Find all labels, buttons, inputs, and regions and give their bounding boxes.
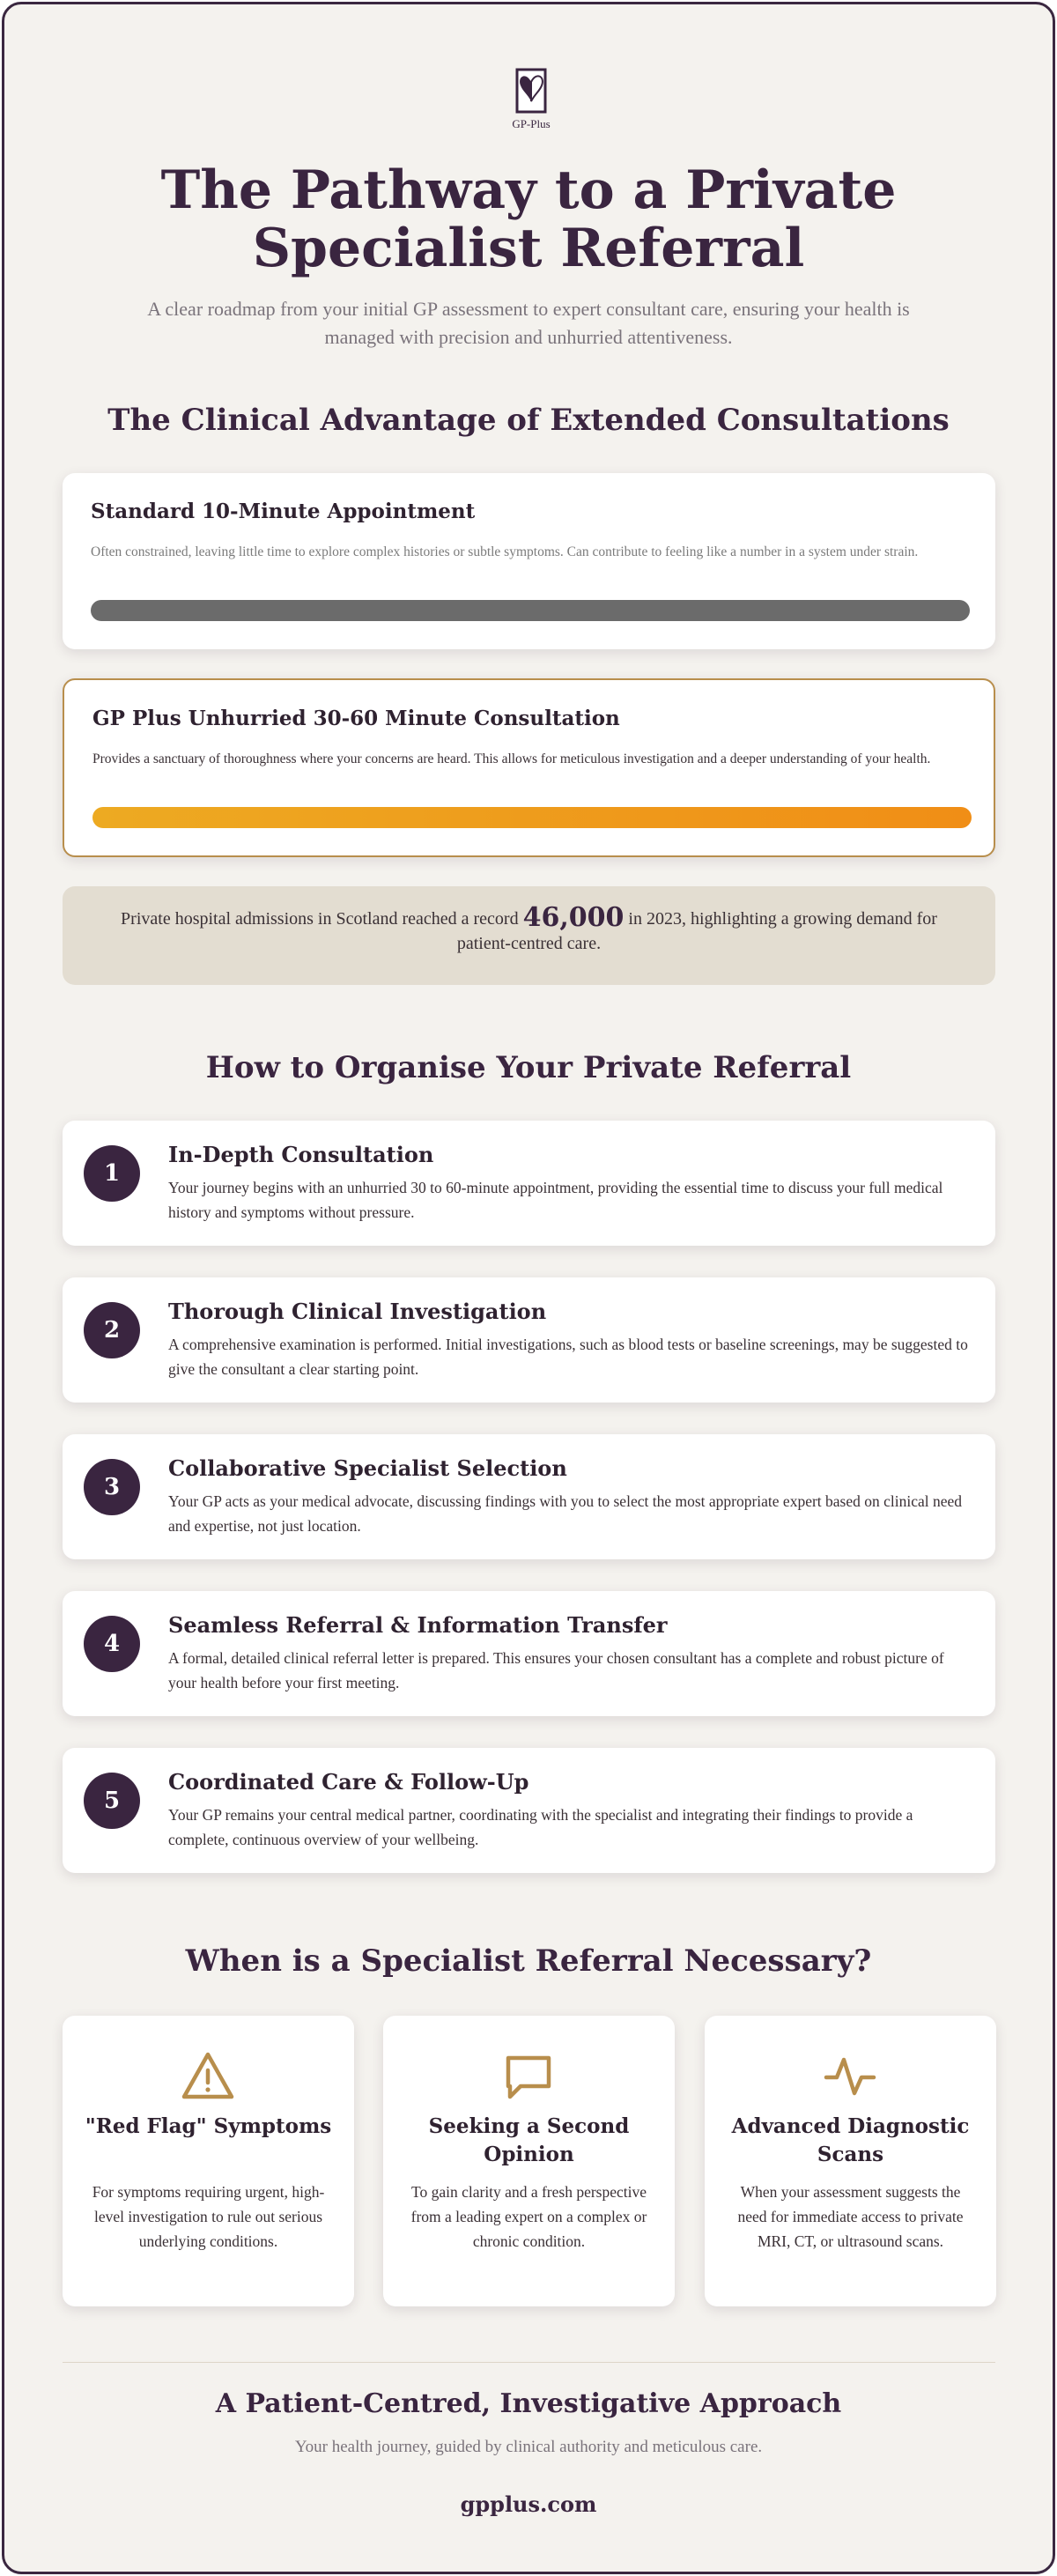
step-card-5	[63, 1748, 995, 1873]
step-card-4	[63, 1591, 995, 1716]
stat-text-before: Private hospital admissions in Scotland reached a record	[121, 909, 519, 929]
second-opinion-card	[383, 2016, 675, 2306]
step-title: In-Depth Consultation	[168, 1142, 434, 1167]
step-card-3	[63, 1434, 995, 1559]
stat-number: 46,000	[522, 902, 625, 933]
step-title: Thorough Clinical Investigation	[168, 1299, 547, 1324]
standard-appointment-card	[63, 473, 995, 649]
statistic-callout	[63, 886, 995, 985]
speech-bubble-icon	[499, 2047, 558, 2106]
steps-heading: How to Organise Your Private Referral	[205, 1050, 852, 1085]
footer-title: A Patient-Centred, Investigative Approach	[215, 2388, 842, 2419]
step-number-badge: 3	[84, 1459, 140, 1515]
standard-title: Standard 10-Minute Appointment	[91, 500, 476, 523]
advantage-heading: The Clinical Advantage of Extended Consultations	[107, 403, 950, 438]
page-subtitle: A clear roadmap from your initial GP assessment to expert consultant care, ensuring your health is managed with precision and unhurried attentiveness.	[147, 298, 910, 348]
step-title: Collaborative Specialist Selection	[168, 1455, 567, 1481]
page-title: The Pathway to a Private Specialist Referral	[160, 159, 897, 279]
step-desc: Your journey begins with an unhurried 30 to 60-minute appointment, providing the essential time to discuss your full medical history and symptoms without pressure.	[168, 1179, 943, 1221]
pulse-icon	[821, 2047, 879, 2106]
premium-consultation-card	[63, 678, 995, 857]
standard-desc: Often constrained, leaving little time to explore complex histories or subtle symptoms. Can contribute to feeling like a number in a system under strain.	[91, 544, 919, 559]
brand-logo[interactable]	[505, 66, 558, 131]
footer-divider	[63, 2362, 995, 2363]
step-desc: Your GP remains your central medical partner, coordinating with the specialist and integrating their findings to provide a complete, continuous overview of your wellbeing.	[168, 1806, 913, 1848]
why-desc: To gain clarity and a fresh perspective from a leading expert on a complex or chronic condition.	[410, 2183, 647, 2250]
red-flag-card	[63, 2016, 354, 2306]
logo-text: GP-Plus	[512, 117, 551, 130]
warning-triangle-icon	[179, 2047, 237, 2106]
step-title: Coordinated Care & Follow-Up	[168, 1769, 529, 1795]
step-number-badge: 5	[84, 1773, 140, 1829]
when-heading: When is a Specialist Referral Necessary?	[185, 1943, 872, 1979]
step-card-2	[63, 1277, 995, 1403]
why-title: Advanced Diagnostic Scans	[731, 2114, 970, 2166]
step-desc: Your GP acts as your medical advocate, discussing findings with you to select the most appropriate expert based on clinical need and expertise, not just location.	[168, 1492, 963, 1535]
step-desc: A comprehensive examination is performed. Initial investigations, such as blood tests or baseline screenings, may be suggested to give the consultant a clear starting point.	[168, 1336, 968, 1378]
step-desc: A formal, detailed clinical referral letter is prepared. This ensures your chosen consultant has a complete and robust picture of your health before your first meeting.	[168, 1649, 944, 1691]
shield-heart-icon	[514, 66, 549, 115]
premium-title: GP Plus Unhurried 30-60 Minute Consultation	[92, 707, 620, 730]
stat-text-after: in 2023, highlighting a growing demand for patient-centred care.	[456, 909, 937, 953]
why-desc: When your assessment suggests the need for immediate access to private MRI, CT, or ultrasound scans.	[737, 2183, 964, 2250]
step-number-badge: 4	[84, 1616, 140, 1672]
step-title: Seamless Referral & Information Transfer	[168, 1612, 668, 1638]
diagnostic-scans-card	[705, 2016, 996, 2306]
footer-website-link[interactable]: gpplus.com	[460, 2491, 597, 2517]
standard-time-bar	[91, 600, 970, 621]
footer-subtitle: Your health journey, guided by clinical authority and meticulous care.	[294, 2438, 763, 2456]
step-number-badge: 2	[84, 1302, 140, 1358]
why-title: "Red Flag" Symptoms	[85, 2114, 332, 2138]
page-frame	[2, 2, 1055, 2574]
premium-desc: Provides a sanctuary of thoroughness where your concerns are heard. This allows for meticulous investigation and a deeper understanding of your health.	[92, 751, 931, 766]
premium-time-bar	[92, 807, 972, 828]
why-desc: For symptoms requiring urgent, high-level investigation to rule out serious underlying conditions.	[92, 2183, 325, 2250]
step-card-1	[63, 1121, 995, 1246]
why-title: Seeking a Second Opinion	[428, 2114, 630, 2166]
step-number-badge: 1	[84, 1145, 140, 1202]
